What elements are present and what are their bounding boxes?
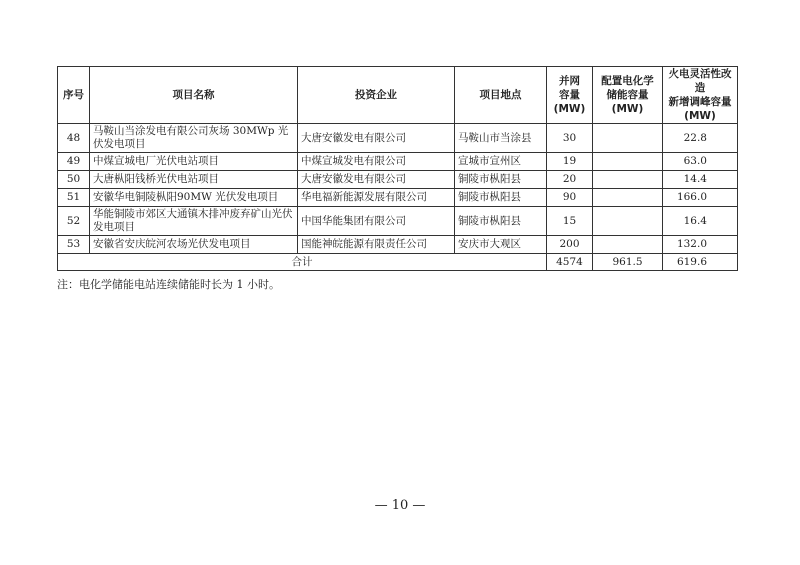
cell-grid: 90 bbox=[547, 189, 593, 207]
table-row bbox=[58, 189, 738, 207]
header-company: 投资企业 bbox=[298, 67, 455, 124]
cell-company: 中煤宣城发电有限公司 bbox=[298, 153, 455, 171]
table-row bbox=[58, 153, 738, 171]
cell-company: 国能神皖能源有限责任公司 bbox=[298, 236, 455, 254]
total-grid: 4574 bbox=[547, 254, 593, 271]
total-storage: 961.5 bbox=[593, 254, 663, 271]
page-number: — 10 — bbox=[374, 498, 426, 513]
header-name: 项目名称 bbox=[90, 67, 298, 124]
cell-grid: 15 bbox=[547, 207, 593, 236]
header-grid-line3: (MW) bbox=[553, 103, 586, 115]
cell-idx: 49 bbox=[58, 153, 90, 171]
cell-idx: 48 bbox=[58, 124, 90, 153]
header-grid-line1: 并网 bbox=[559, 75, 580, 87]
table-row bbox=[58, 236, 738, 254]
table-row bbox=[58, 171, 738, 189]
table-row bbox=[58, 124, 738, 153]
header-fire-line2: 新增调峰容量 bbox=[668, 96, 732, 108]
cell-grid: 200 bbox=[547, 236, 593, 254]
cell-location: 铜陵市枞阳县 bbox=[455, 171, 547, 189]
cell-location: 铜陵市枞阳县 bbox=[455, 189, 547, 207]
cell-location: 宣城市宣州区 bbox=[455, 153, 547, 171]
header-fire-line3: (MW) bbox=[684, 110, 716, 122]
cell-name: 安徽省安庆皖河农场光伏发电项目 bbox=[90, 236, 298, 254]
cell-idx: 51 bbox=[58, 189, 90, 207]
header-storage-capacity bbox=[593, 67, 663, 124]
cell-idx: 53 bbox=[58, 236, 90, 254]
cell-name: 马鞍山当涂发电有限公司灰场 30MWp 光伏发电项目 bbox=[90, 124, 298, 153]
total-peak: 619.6 bbox=[663, 254, 738, 271]
cell-storage bbox=[593, 189, 663, 207]
cell-company: 中国华能集团有限公司 bbox=[298, 207, 455, 236]
cell-name: 安徽华电铜陵枞阳90MW 光伏发电项目 bbox=[90, 189, 298, 207]
cell-storage bbox=[593, 207, 663, 236]
cell-peak: 63.0 bbox=[663, 153, 738, 171]
project-table bbox=[57, 66, 738, 271]
header-grid-capacity bbox=[547, 67, 593, 124]
header-storage-line1: 配置电化学 bbox=[601, 75, 654, 87]
cell-company: 华电福新能源发展有限公司 bbox=[298, 189, 455, 207]
footnote: 注：电化学储能电站连续储能时长为 1 小时。 bbox=[57, 278, 280, 291]
cell-grid: 19 bbox=[547, 153, 593, 171]
header-storage-line3: (MW) bbox=[611, 103, 644, 115]
total-label: 合计 bbox=[58, 254, 547, 271]
header-fire-line1: 火电灵活性改造 bbox=[668, 68, 732, 94]
header-grid-line2: 容量 bbox=[559, 89, 580, 101]
table-row bbox=[58, 207, 738, 236]
header-storage-line2: 储能容量 bbox=[606, 89, 649, 101]
cell-name: 中煤宣城电厂光伏电站项目 bbox=[90, 153, 298, 171]
cell-idx: 52 bbox=[58, 207, 90, 236]
header-peak-capacity bbox=[663, 67, 738, 124]
cell-company: 大唐安徽发电有限公司 bbox=[298, 124, 455, 153]
header-location: 项目地点 bbox=[455, 67, 547, 124]
cell-peak: 16.4 bbox=[663, 207, 738, 236]
cell-location: 马鞍山市当涂县 bbox=[455, 124, 547, 153]
cell-storage bbox=[593, 153, 663, 171]
cell-storage bbox=[593, 171, 663, 189]
cell-storage bbox=[593, 236, 663, 254]
cell-peak: 14.4 bbox=[663, 171, 738, 189]
cell-grid: 20 bbox=[547, 171, 593, 189]
cell-name: 华能铜陵市郊区大通镇木排冲废弃矿山光伏发电项目 bbox=[90, 207, 298, 236]
table-total-row bbox=[58, 254, 738, 271]
cell-company: 大唐安徽发电有限公司 bbox=[298, 171, 455, 189]
cell-idx: 50 bbox=[58, 171, 90, 189]
cell-peak: 166.0 bbox=[663, 189, 738, 207]
cell-location: 铜陵市枞阳县 bbox=[455, 207, 547, 236]
cell-storage bbox=[593, 124, 663, 153]
table-header-row bbox=[58, 67, 738, 124]
cell-peak: 132.0 bbox=[663, 236, 738, 254]
cell-name: 大唐枞阳钱桥光伏电站项目 bbox=[90, 171, 298, 189]
header-idx: 序号 bbox=[58, 67, 90, 124]
cell-peak: 22.8 bbox=[663, 124, 738, 153]
cell-grid: 30 bbox=[547, 124, 593, 153]
cell-location: 安庆市大观区 bbox=[455, 236, 547, 254]
